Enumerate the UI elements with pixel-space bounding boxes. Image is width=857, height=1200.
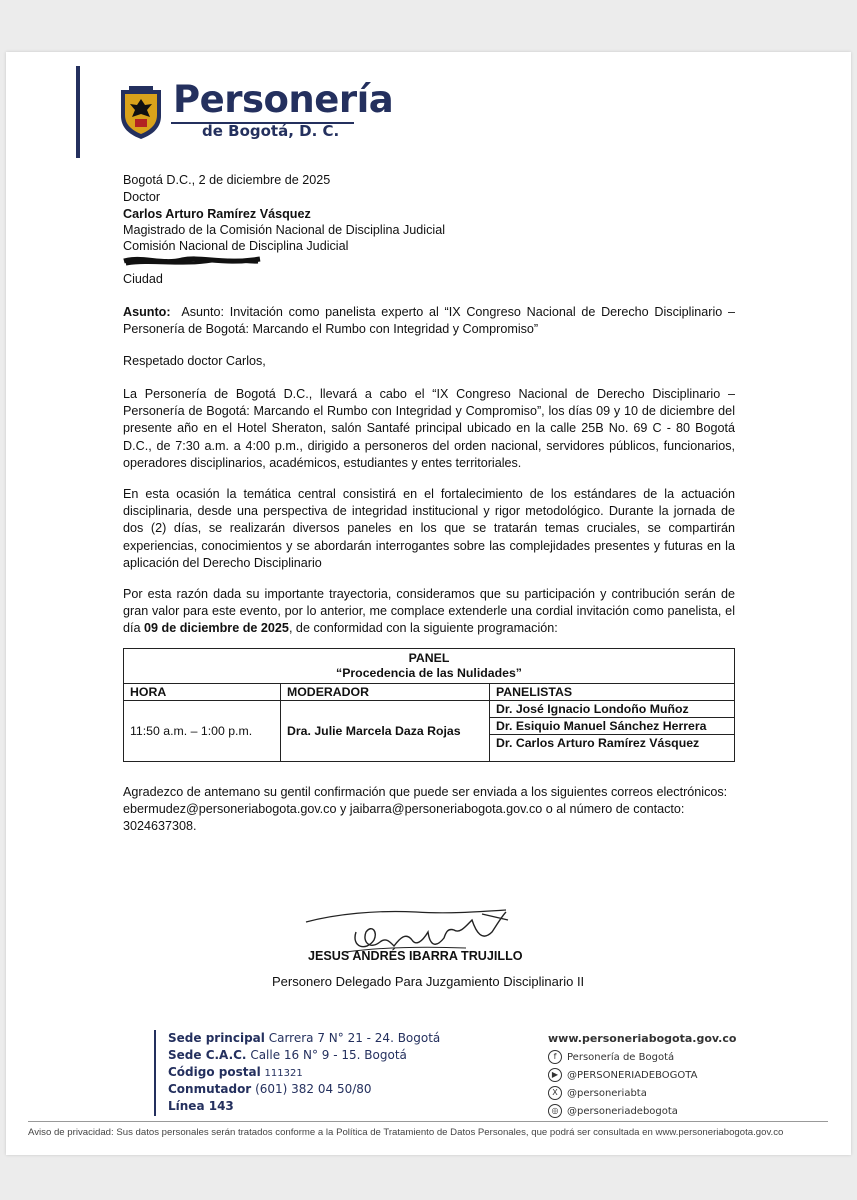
social-youtube[interactable] <box>548 1068 697 1082</box>
privacy-notice: Aviso de privacidad: Sus datos personales serán tratados conforme a la Política de Tratamiento de Datos Personales, que podrá ser consultada en www.personeriabogota.gov.co <box>28 1127 784 1138</box>
panel-title: “Procedencia de las Nulidades” <box>336 666 522 680</box>
header-accent-bar <box>76 66 80 158</box>
signer-name: JESUS ANDRÉS IBARRA TRUJILLO <box>308 949 523 963</box>
redaction-mark <box>122 255 262 267</box>
brand-subtitle: de Bogotá, D. C. <box>202 122 340 140</box>
subject-label: Asunto: <box>123 305 171 319</box>
social-instagram[interactable] <box>548 1104 678 1118</box>
footer-website[interactable]: www.personeriabogota.gov.co <box>548 1032 737 1045</box>
social-facebook-label: Personería de Bogotá <box>567 1051 675 1063</box>
paragraph-3-end: , de conformidad con la siguiente programación: <box>288 621 558 636</box>
codigo-label: Código postal <box>168 1065 261 1079</box>
greeting: Respetado doctor Carlos, <box>123 354 266 368</box>
recipient-org: Comisión Nacional de Disciplina Judicial <box>123 239 349 253</box>
social-youtube-label: @PERSONERIADEBOGOTA <box>567 1069 698 1081</box>
sede-cac-label: Sede C.A.C. <box>168 1048 247 1062</box>
paragraph-3 <box>123 586 735 638</box>
panelista-2: Dr. Esiquio Manuel Sánchez Herrera <box>490 718 735 735</box>
col-hora: HORA <box>124 684 281 701</box>
sede-cac-value: Calle 16 N° 9 - 15. Bogotá <box>250 1048 407 1062</box>
program-table <box>123 648 735 762</box>
letter-page <box>6 52 851 1155</box>
paragraph-3-start: Por esta razón dada su importante trayectoria, consideramos que su participación y contribución serán de gran valor para este evento, por lo anterior, me complace extenderle una cordial invitación como panelista, el día <box>123 587 735 636</box>
conmutador-label: Conmutador <box>168 1082 252 1096</box>
paragraph-1: La Personería de Bogotá D.C., llevará a cabo el “IX Congreso Nacional de Derecho Disciplinario – Personería de Bogotá: Marcando el Rumbo con Integridad y Compromiso”, los días 09 y 10 de diciembre del presente año en el Hotel Sheraton, salón Santafé principal ubicado en la calle 25B No. 69 C - 80 Bogotá D.C., de 7:30 a.m. a 4:00 p.m., dirigido a personeros del orden nacional, servidores públicos, funcionarios, operadores disciplinarios, académicos, estudiantes y entes territoriales. <box>123 387 735 470</box>
col-panelistas: PANELISTAS <box>490 684 735 701</box>
codigo-value: 111321 <box>264 1068 303 1079</box>
footer-accent-line <box>154 1030 156 1116</box>
social-facebook[interactable] <box>548 1050 674 1064</box>
footer-linea: Línea 143 <box>168 1099 234 1113</box>
panelista-1: Dr. José Ignacio Londoño Muñoz <box>490 701 735 718</box>
city-line: Ciudad <box>123 272 163 286</box>
social-x-label: @personeriabta <box>567 1087 647 1099</box>
recipient-role: Magistrado de la Comisión Nacional de Disciplina Judicial <box>123 223 445 237</box>
conmutador-value: (601) 382 04 50/80 <box>255 1082 372 1096</box>
facebook-icon: f <box>548 1050 562 1064</box>
sede-principal-value: Carrera 7 N° 21 - 24. Bogotá <box>268 1031 441 1045</box>
panel-label: PANEL <box>408 651 450 665</box>
footer-sede-principal <box>168 1031 440 1045</box>
youtube-icon: ▶ <box>548 1068 562 1082</box>
col-moderador: MODERADOR <box>281 684 490 701</box>
subject <box>123 304 735 338</box>
footer-sede-cac <box>168 1048 407 1062</box>
paragraph-2: En esta ocasión la temática central consistirá en el fortalecimiento de los estándares de la actuación disciplinaria, desde una perspectiva de integridad institucional y rigor metodológico. Durante la jornada de dos (2) días, se realizarán diversos paneles en los que se tratarán temas cruciales, se compartirán experiencias, conocimientos y se abordarán interrogantes sobre las complejidades presentes y futuras en la aplicación del Derecho Disciplinario <box>123 487 735 570</box>
instagram-icon: ◎ <box>548 1104 562 1118</box>
footer-codigo-postal <box>168 1065 303 1079</box>
panelista-3: Dr. Carlos Arturo Ramírez Vásquez <box>490 735 735 762</box>
social-instagram-label: @personeriadebogota <box>567 1105 678 1117</box>
recipient-name: Carlos Arturo Ramírez Vásquez <box>123 207 311 221</box>
brand-name: Personería <box>173 78 394 121</box>
footer-conmutador <box>168 1082 372 1096</box>
date-line: Bogotá D.C., 2 de diciembre de 2025 <box>123 173 331 187</box>
social-x[interactable] <box>548 1086 647 1100</box>
panel-header-cell <box>124 649 735 684</box>
hora-cell: 11:50 a.m. – 1:00 p.m. <box>124 701 281 762</box>
footer-divider <box>28 1121 828 1122</box>
salutation-title: Doctor <box>123 190 161 204</box>
x-icon: X <box>548 1086 562 1100</box>
paragraph-3-date: 09 de diciembre de 2025 <box>144 621 289 636</box>
sede-principal-label: Sede principal <box>168 1031 265 1045</box>
signer-role: Personero Delegado Para Juzgamiento Disciplinario II <box>272 974 585 989</box>
coat-of-arms-icon <box>119 86 163 140</box>
closing-paragraph: Agradezco de antemano su gentil confirmación que puede ser enviada a los siguientes correos electrónicos: ebermudez@personeriabogota.gov.co y jaibarra@personeriabogota.gov.co o al número de contacto: 3024637308. <box>123 785 728 834</box>
moderador-cell: Dra. Julie Marcela Daza Rojas <box>281 701 490 762</box>
subject-text: Asunto: Invitación como panelista experto al “IX Congreso Nacional de Derecho Disciplinario – Personería de Bogotá: Marcando el Rumbo con Integridad y Compromiso” <box>123 305 735 337</box>
